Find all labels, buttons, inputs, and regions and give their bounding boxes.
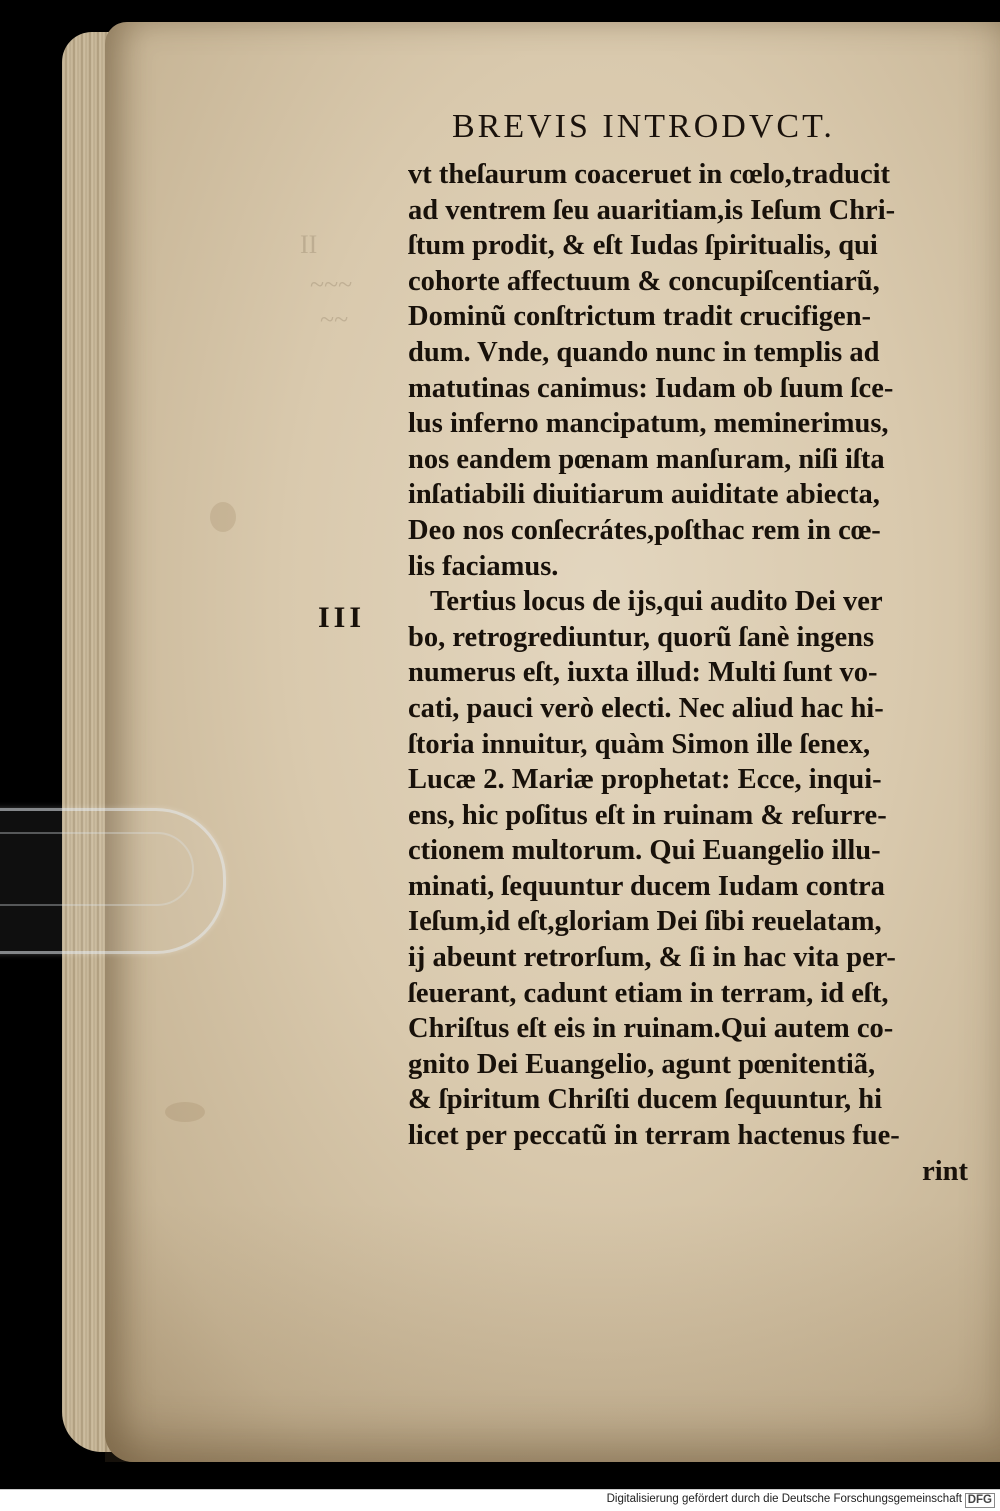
scanned-page: II ~~~ ~~ BREVIS INTRODVCT. III vt theſaurum coaceruet in cœlo,traducit ad ventrem ſeu auaritiam,is Ieſum Chri- ſtum prodit, & eſt Iudas ſpiritualis, qui cohorte affectuum & concupiſcentiarũ, Dominũ conſtrictum tradit crucifigen- dum. Vnde, quando nunc in templis ad matutinas canimus: Iudam ob ſuum ſce- lus inferno mancipatum, meminerimus, nos eandem pœnam manſuram, niſi iſta inſatiabili diuitiarum auiditate abiecta, Deo nos conſecrátes,poſthac rem in cœ- lis faciamus. Tertius locus de ijs,qui audito Dei ver bo, retrogrediuntur, quorũ ſanè ingens numerus eſt, iuxta illud: Multi ſunt vo- cati, pauci verò electi. Nec aliud hac hi- ſtoria innuitur, quàm Simon ille ſenex, Lucæ 2. Mariæ prophetat: Ecce, inqui- ens, hic poſitus eſt in ruinam & reſurre- ctionem multorum. Qui Euangelio illu- minati, ſequuntur ducem Iudam contra Ieſum,id eſt,gloriam Dei ſibi reuelatam, ij abeunt retrorſum, & ſi in hac vita per- ſeuerant, cadunt etiam in terram, id eſt, Chriſtus eſt eis in ruinam.Qui autem co- gnito Dei Euangelio, agunt pœnitentiã, & ſpiritum Chriſti ducem ſequuntur, hi licet per peccatũ in terram hactenus fue- rint xyxy=(0,0,1000,1490)
dfg-logo: DFG xyxy=(965,1493,995,1508)
funding-credit: Digitalisierung gefördert durch die Deutsche Forschungsgemeinschaft xyxy=(606,1493,962,1505)
text-line: matutinas canimus: Iudam ob ſuum ſce- xyxy=(408,372,894,404)
text-line: minati, ſequuntur ducem Iudam contra xyxy=(408,870,885,902)
text-line: ctionem multorum. Qui Euangelio illu- xyxy=(408,835,881,867)
footer-bar xyxy=(0,1489,1000,1511)
text-line: lus inferno mancipatum, meminerimus, xyxy=(408,408,889,440)
text-line: ſeuerant, cadunt etiam in terram, id eſt, xyxy=(408,977,889,1009)
text-line: Ieſum,id eſt,gloriam Dei ſibi reuelatam, xyxy=(408,906,882,938)
bleed-through-text: II xyxy=(300,230,318,259)
text-line: nos eandem pœnam manſuram, niſi iſta xyxy=(408,443,885,475)
text-line: & ſpiritum Chriſti ducem ſequuntur, hi xyxy=(408,1084,883,1116)
text-line: Tertius locus de ijs,qui audito Dei ver xyxy=(430,586,883,618)
text-block xyxy=(408,157,968,1189)
text-line: vt theſaurum coaceruet in cœlo,traducit xyxy=(408,159,891,190)
text-line: ad ventrem ſeu auaritiam,is Ieſum Chri- xyxy=(408,194,896,226)
text-line: numerus eſt, iuxta illud: Multi ſunt vo- xyxy=(408,657,878,689)
text-line: inſatiabili diuitiarum auiditate abiecta, xyxy=(408,479,880,511)
catchword: rint xyxy=(922,1155,968,1187)
marginal-numeral: III xyxy=(318,601,366,634)
text-line: Deo nos conſecrátes,poſthac rem in cœ- xyxy=(408,514,881,546)
text-line: cohorte affectuum & concupiſcentiarũ, xyxy=(408,265,880,297)
running-head: BREVIS INTRODVCT. xyxy=(452,108,835,145)
text-line: lis faciamus. xyxy=(408,550,559,582)
text-line: gnito Dei Euangelio, agunt pœnitentiã, xyxy=(408,1048,876,1080)
text-line: dum. Vnde, quando nunc in templis ad xyxy=(408,336,880,368)
text-line: cati, pauci verò electi. Nec aliud hac hi- xyxy=(408,692,884,724)
text-line: ens, hic poſitus eſt in ruinam & reſurre- xyxy=(408,799,887,831)
text-line: ſtum prodit, & eſt Iudas ſpiritualis, qui xyxy=(408,230,878,262)
text-line: ij abeunt retrorſum, & ſi in hac vita per- xyxy=(408,942,896,974)
text-line: Dominũ conſtrictum tradit crucifigen- xyxy=(408,301,872,333)
text-line: licet per peccatũ in terram hactenus fue- xyxy=(408,1120,900,1152)
text-line: Chriſtus eſt eis in ruinam.Qui autem co- xyxy=(408,1013,894,1045)
text-line: Lucæ 2. Mariæ prophetat: Ecce, inqui- xyxy=(408,764,882,796)
text-line: bo, retrogrediuntur, quorũ ſanè ingens xyxy=(408,621,875,653)
text-line: ſtoria innuitur, quàm Simon ille ſenex, xyxy=(408,728,871,760)
